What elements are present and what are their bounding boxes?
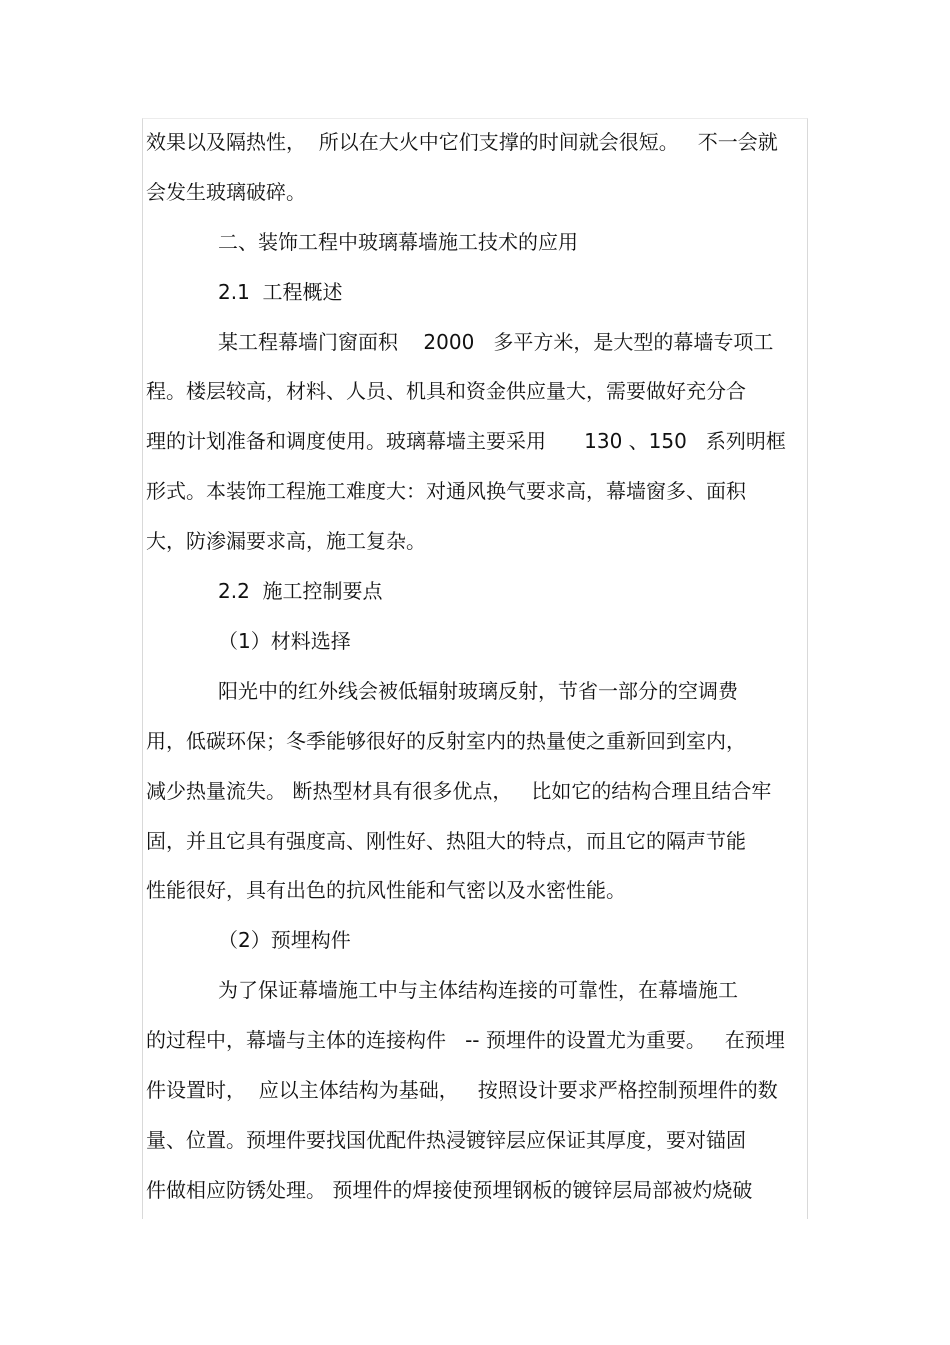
body-text-line: 量、位置。预埋件要找国优配件热浸镀锌层应保证其厚度，要对锚固 (146, 1128, 746, 1152)
body-text-line: 固，并且它具有强度高、刚性好、热阻大的特点，而且它的隔声节能 (146, 829, 746, 853)
body-text-line: 件做相应防锈处理。 预埋件的焊接使预埋钢板的镀锌层局部被灼烧破 (146, 1178, 753, 1202)
body-text-line: 为了保证幕墙施工中与主体结构连接的可靠性，在幕墙施工 (218, 978, 738, 1002)
body-text-line: 效果以及隔热性， 所以在大火中它们支撑的时间就会很短。 不一会就 (146, 130, 778, 154)
body-text-line: 阳光中的红外线会被低辐射玻璃反射，节省一部分的空调费 (218, 679, 738, 703)
body-text-line: 会发生玻璃破碎。 (146, 180, 306, 204)
body-text-line: 用，低碳环保；冬季能够很好的反射室内的热量使之重新回到室内， (146, 729, 746, 753)
subsection-heading: 2.1 工程概述 (218, 280, 343, 304)
body-text-line: 件设置时， 应以主体结构为基础， 按照设计要求严格控制预埋件的数 (146, 1078, 778, 1102)
body-text-line: 程。楼层较高，材料、人员、机具和资金供应量大，需要做好充分合 (146, 379, 746, 403)
subsection-heading: 2.2 施工控制要点 (218, 579, 383, 603)
section-heading: 二、装饰工程中玻璃幕墙施工技术的应用 (218, 230, 578, 254)
body-text-line: 减少热量流失。 断热型材具有很多优点， 比如它的结构合理且结合牢 (146, 779, 772, 803)
item-heading: （2）预埋构件 (218, 928, 351, 952)
body-text-line: 某工程幕墙门窗面积 2000 多平方米，是大型的幕墙专项工 (218, 330, 774, 354)
body-text-line: 性能很好，具有出色的抗风性能和气密以及水密性能。 (146, 878, 626, 902)
body-text-line: 的过程中，幕墙与主体的连接构件 -- 预埋件的设置尤为重要。 在预埋 (146, 1028, 785, 1052)
body-text-line: 理的计划准备和调度使用。玻璃幕墙主要采用 130 、150 系列明框 (146, 429, 786, 453)
item-heading: （1）材料选择 (218, 629, 351, 653)
body-text-line: 形式。本装饰工程施工难度大：对通风换气要求高，幕墙窗多、面积 (146, 479, 746, 503)
body-text-line: 大，防渗漏要求高，施工复杂。 (146, 529, 426, 553)
